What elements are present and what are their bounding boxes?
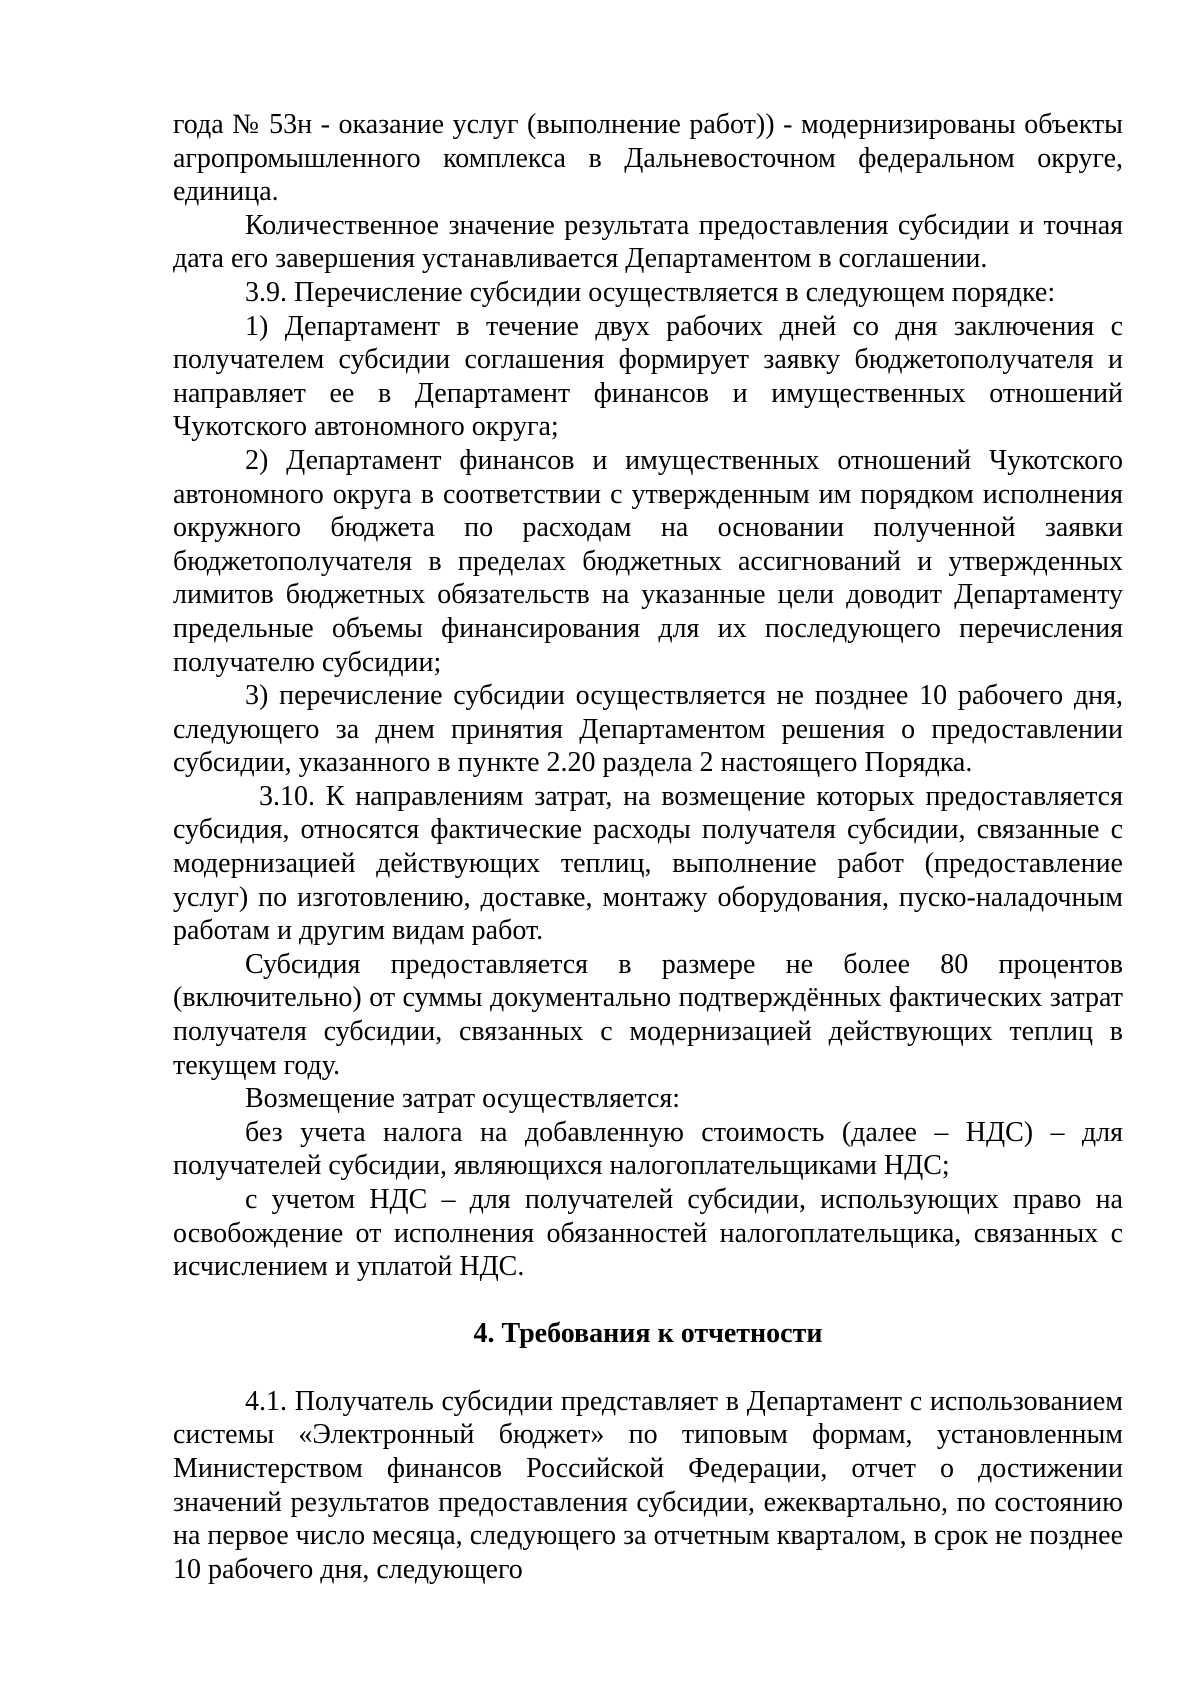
paragraph-with-vat: с учетом НДС – для получателей субсидии, использующих право на освобождение от исполнения обязанностей налогоплательщика, связанных с исчислением и уплатой НДС. [173,1184,1123,1283]
paragraph-item-2: 2) Департамент финансов и имущественных отношений Чукотского автономного округа в соответствии с утвержденным им порядком исполнения окружного бюджета по расходам на основании полученной заявки бюджетополучателя в пределах бюджетных ассигнований и утвержденных лимитов бюджетных обязательств на указанные цели доводит Департаменту предельные объемы финансирования для их последующего перечисления получателю субсидии; [173,444,1123,678]
paragraph-clause-3-9: 3.9. Перечисление субсидии осуществляется в следующем порядке: [245,276,1056,308]
paragraph-item-3: 3) перечисление субсидии осуществляется не позднее 10 рабочего дня, следующего за днем принятия Департаментом решения о предоставлении субсидии, указанного в пункте 2.20 раздела 2 настоящего Порядка. [173,680,1123,779]
paragraph-item-1: 1) Департамент в течение двух рабочих дней со дня заключения с получателем субсидии соглашения формирует заявку бюджетополучателя и направляет ее в Департамент финансов и имущественных отношений Чукотского автономного округа; [173,310,1123,443]
document-body [173,108,1123,1586]
paragraph-subsidy-size: Субсидия предоставляется в размере не более 80 процентов (включительно) от суммы документально подтверждённых фактических затрат получателя субсидии, связанных с модернизацией действующих теплиц в текущем году. [173,948,1123,1081]
paragraph-reimbursement-intro: Возмещение затрат осуществляется: [245,1083,681,1115]
paragraph-clause-4-1: 4.1. Получатель субсидии представляет в Департамент с использованием системы «Электронный бюджет» по типовым формам, установленным Министерством финансов Российской Федерации, отчет о достижении значений результатов предоставления субсидии, ежеквартально, по состоянию на первое число месяца, следующего за отчетным кварталом, в срок не позднее 10 рабочего дня, следующего [173,1385,1123,1585]
paragraph-continuation: года № 53н - оказание услуг (выполнение работ)) - модернизированы объекты агропромышленного комплекса в Дальневосточном федеральном округе, единица. [173,109,1123,208]
paragraph-result-value: Количественное значение результата предоставления субсидии и точная дата его завершения устанавливается Департаментом в соглашении. [173,209,1123,275]
paragraph-clause-3-10: 3.10. К направлениям затрат, на возмещение которых предоставляется субсидия, относятся фактические расходы получателя субсидии, связанные с модернизацией действующих теплиц, выполнение работ (предоставление услуг) по изготовлению, доставке, монтажу оборудования, пуско-наладочным работам и другим видам работ. [173,780,1123,947]
paragraph-without-vat: без учета налога на добавленную стоимость (далее – НДС) – для получателей субсидии, являющихся налогоплательщиками НДС; [173,1116,1123,1182]
section-heading: 4. Требования к отчетности [473,1317,823,1349]
